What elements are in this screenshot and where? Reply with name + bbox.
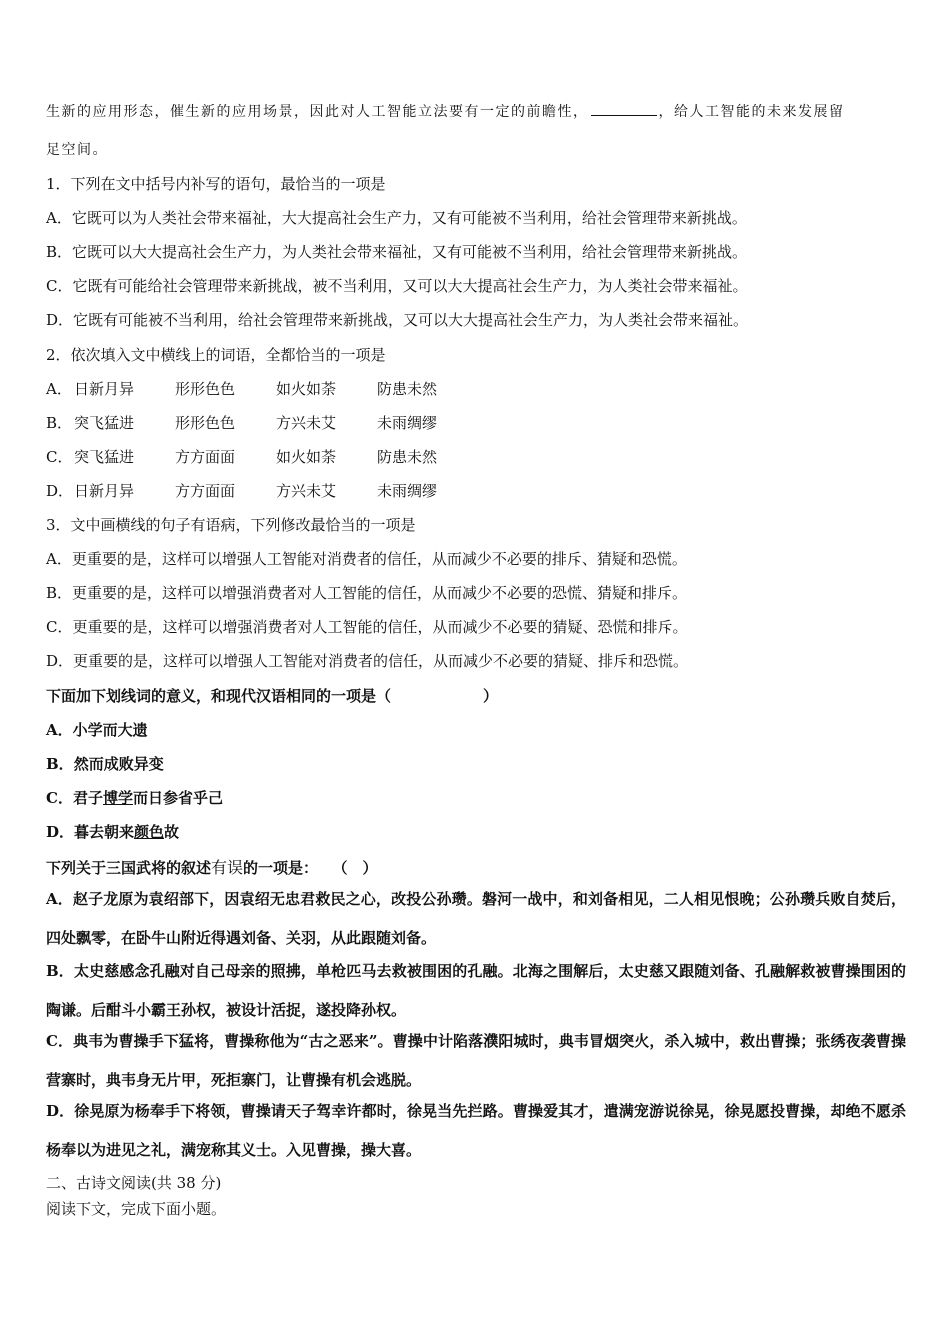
option-text: 它既有可能给社会管理带来新挑战，被不当利用，又可以大大提高社会生产力，为人类社会带来福祉。 bbox=[72, 277, 748, 295]
q2-option-b-word-3: 方兴未艾 bbox=[276, 414, 337, 432]
q2-stem: 2．依次填入文中横线上的词语，全都恰当的一项是 bbox=[46, 346, 386, 364]
option-label: C． bbox=[46, 618, 73, 636]
q2-option-d-word-1: 日新月异 bbox=[74, 482, 135, 500]
q3-option-c bbox=[46, 616, 688, 637]
q4-stem bbox=[46, 685, 498, 706]
intro-line-2: 足空间。 bbox=[46, 142, 108, 158]
q2-option-a-label: A． bbox=[46, 380, 72, 398]
option-label: A． bbox=[46, 890, 73, 908]
q4-option-a bbox=[46, 719, 148, 740]
option-text: 更重要的是，这样可以增强消费者对人工智能的信任，从而减少不必要的恐慌、猜疑和排斥。 bbox=[72, 584, 688, 602]
option-label: B． bbox=[46, 755, 74, 773]
section-instruction: 阅读下文，完成下面小题。 bbox=[46, 1200, 227, 1218]
q1-option-b bbox=[46, 241, 747, 262]
option-text-before: 君子 bbox=[72, 789, 103, 807]
underlined-word: 博学 bbox=[102, 789, 133, 807]
option-label: A． bbox=[46, 721, 73, 739]
q5-option-c bbox=[46, 1022, 906, 1100]
q5-stem bbox=[46, 855, 378, 878]
option-text: 太史慈感念孔融对自己母亲的照拂，单枪匹马去救被围困的孔融。北海之围解后，太史慈又跟随刘备、孔融解救被曹操围困的陶谦。后酣斗小霸王孙权，被设计活捉，遂投降孙权。 bbox=[46, 962, 906, 1019]
q2-option-c-word-1: 突飞猛进 bbox=[74, 448, 135, 466]
option-text: 它既可以为人类社会带来福祉，大大提高社会生产力，又有可能被不当利用，给社会管理带来新挑战。 bbox=[71, 209, 747, 227]
option-text: 它既有可能被不当利用，给社会管理带来新挑战，又可以大大提高社会生产力，为人类社会带来福祉。 bbox=[73, 311, 749, 329]
q2-option-d-word-4: 未雨绸缪 bbox=[377, 482, 438, 500]
option-text: 赵子龙原为袁绍部下，因袁绍无忠君救民之心，改投公孙瓒。磐河一战中，和刘备相见，二人相见恨晚；公孙瓒兵败自焚后，四处飘零，在卧牛山附近得遇刘备、关羽，从此跟随刘备。 bbox=[46, 890, 906, 947]
q2-option-c-word-3: 如火如荼 bbox=[276, 448, 337, 466]
q2-option-a-word-4: 防患未然 bbox=[377, 380, 438, 398]
q5-option-a bbox=[46, 880, 906, 958]
q2-option-b-label: B． bbox=[46, 414, 73, 432]
answer-parentheses: （ ） bbox=[340, 859, 378, 877]
option-label: D． bbox=[46, 652, 74, 670]
q4-option-d bbox=[46, 821, 179, 842]
option-label: A． bbox=[46, 209, 72, 227]
q1-stem: 1．下列在文中括号内补写的语句，最恰当的一项是 bbox=[46, 175, 386, 193]
q5-option-b bbox=[46, 952, 906, 1030]
option-label: D． bbox=[46, 1102, 75, 1120]
q4-stem-close: ） bbox=[483, 687, 499, 705]
option-text-after: 而日参省乎己 bbox=[132, 789, 223, 807]
q3-option-d bbox=[46, 650, 688, 671]
option-label: B． bbox=[46, 584, 73, 602]
option-text: 小学而大遗 bbox=[72, 721, 148, 739]
option-label: D． bbox=[46, 823, 75, 841]
q2-option-b-word-1: 突飞猛进 bbox=[74, 414, 135, 432]
q5-option-d bbox=[46, 1092, 906, 1170]
q1-option-c bbox=[46, 275, 748, 296]
option-label: B． bbox=[46, 243, 73, 261]
q1-option-a bbox=[46, 207, 747, 228]
q2-option-d-word-2: 方方面面 bbox=[175, 482, 236, 500]
q2-option-a-word-1: 日新月异 bbox=[74, 380, 135, 398]
q3-option-a bbox=[46, 548, 687, 569]
q2-option-d-word-3: 方兴未艾 bbox=[276, 482, 337, 500]
q3-option-b bbox=[46, 582, 687, 603]
option-label: B． bbox=[46, 962, 74, 980]
q4-option-b bbox=[46, 753, 164, 774]
q2-option-b-word-2: 形形色色 bbox=[175, 414, 236, 432]
option-label: C． bbox=[46, 789, 73, 807]
q2-option-a-word-2: 形形色色 bbox=[175, 380, 236, 398]
q3-stem: 3．文中画横线的句子有语病，下列修改最恰当的一项是 bbox=[46, 516, 416, 534]
option-text: 更重要的是，这样可以增强消费者对人工智能的信任，从而减少不必要的猜疑、恐慌和排斥。 bbox=[72, 618, 688, 636]
option-label: C． bbox=[46, 1032, 74, 1050]
underlined-word: 颜色 bbox=[134, 823, 165, 841]
q2-option-a-word-3: 如火如荼 bbox=[276, 380, 337, 398]
q2-option-c-label: C． bbox=[46, 448, 73, 466]
q5-stem-text: 下列关于三国武将的叙述 bbox=[46, 859, 212, 877]
q4-stem-text: 下面加下划线词的意义，和现代汉语相同的一项是（ bbox=[46, 687, 392, 705]
option-text: 然而成败异变 bbox=[73, 755, 164, 773]
option-label: C． bbox=[46, 277, 73, 295]
q2-option-b-word-4: 未雨绸缪 bbox=[377, 414, 438, 432]
option-text-after: 故 bbox=[164, 823, 180, 841]
section-heading: 二、古诗文阅读(共 38 分) bbox=[46, 1174, 222, 1192]
option-text: 更重要的是，这样可以增强人工智能对消费者的信任，从而减少不必要的排斥、猜疑和恐慌。 bbox=[71, 550, 687, 568]
option-text-before: 暮去朝来 bbox=[74, 823, 135, 841]
option-text: 典韦为曹操手下猛将，曹操称他为“古之恶来”。曹操中计陷落濮阳城时，典韦冒烟突火，杀入城中，救出曹操；张绣夜袭曹操营寨时，典韦身无片甲，死拒寨门，让曹操有机会逃脱。 bbox=[46, 1032, 906, 1089]
q2-option-d-label: D． bbox=[46, 482, 74, 500]
intro-text-after-blank: ，给人工智能的未来发展留 bbox=[658, 104, 845, 120]
fill-in-blank bbox=[591, 103, 657, 116]
q5-stem-tail: 的一项是： bbox=[243, 859, 319, 877]
intro-text-before-blank: 生新的应用形态，催生新的应用场景，因此对人工智能立法要有一定的前瞻性， bbox=[46, 104, 589, 120]
q1-option-d bbox=[46, 309, 748, 330]
q5-stem-emphasis: 有误 bbox=[211, 858, 244, 877]
option-label: D． bbox=[46, 311, 74, 329]
intro-line-1 bbox=[46, 101, 845, 121]
q2-option-c-word-4: 防患未然 bbox=[377, 448, 438, 466]
q2-option-c-word-2: 方方面面 bbox=[175, 448, 236, 466]
option-label: A． bbox=[46, 550, 72, 568]
q4-option-c bbox=[46, 787, 223, 808]
option-text: 更重要的是，这样可以增强人工智能对消费者的信任，从而减少不必要的猜疑、排斥和恐慌。 bbox=[73, 652, 689, 670]
option-text: 徐晃原为杨奉手下将领，曹操请天子驾幸许都时，徐晃当先拦路。曹操爱其才，遣满宠游说徐晃，徐晃愿投曹操，却绝不愿杀杨奉以为进见之礼，满宠称其义士。入见曹操，操大喜。 bbox=[46, 1102, 906, 1159]
option-text: 它既可以大大提高社会生产力，为人类社会带来福祉，又有可能被不当利用，给社会管理带来新挑战。 bbox=[72, 243, 748, 261]
